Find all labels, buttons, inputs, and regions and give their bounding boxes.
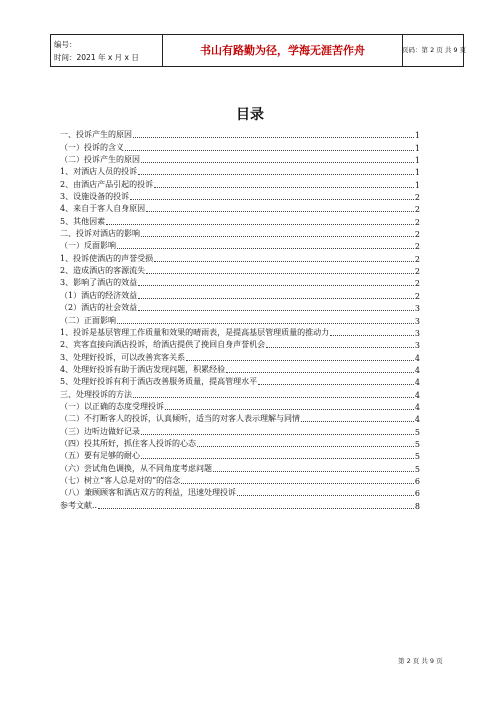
toc-leader-dots xyxy=(330,334,414,336)
toc-page-number: 2 xyxy=(414,193,420,203)
toc-entry[interactable] xyxy=(60,190,420,202)
toc-entry-text: 1、投诉使酒店的声誉受损 xyxy=(60,253,154,263)
toc-page-number: 4 xyxy=(414,402,420,412)
toc-page-number: 4 xyxy=(414,378,420,388)
toc-entry[interactable] xyxy=(60,437,420,449)
toc-page-number: 2 xyxy=(414,279,420,289)
toc-leader-dots xyxy=(133,136,414,138)
toc-entry[interactable] xyxy=(60,140,420,152)
toc-page-number: 4 xyxy=(414,415,420,425)
toc-entry-text: （五）要有足够的耐心 xyxy=(60,451,140,461)
toc-leader-dots xyxy=(258,383,414,385)
toc-page-number: 2 xyxy=(414,254,420,264)
toc-page-number: 2 xyxy=(414,230,420,240)
toc-leader-dots xyxy=(146,272,414,274)
toc-leader-dots xyxy=(154,260,414,262)
toc-page-number: 6 xyxy=(414,476,420,486)
toc-leader-dots xyxy=(117,247,414,249)
toc-entry[interactable] xyxy=(60,276,420,288)
toc-entry[interactable] xyxy=(60,338,420,350)
toc-page-number: 3 xyxy=(414,316,420,326)
header-page-info: 页码：第 2 页 共 9 页 xyxy=(402,46,467,54)
toc-entry-text: （一）反面影响 xyxy=(60,241,116,251)
toc-page-number: 2 xyxy=(414,242,420,252)
toc-entry[interactable] xyxy=(60,486,420,498)
toc-entry-text: （2）酒店的社会效益 xyxy=(60,303,138,313)
toc-page-number: 4 xyxy=(414,390,420,400)
toc-page-number: 1 xyxy=(414,156,420,166)
header-time-label: 时间：2021 年 x 月 x 日 xyxy=(54,53,139,62)
toc-entry[interactable] xyxy=(60,400,420,412)
header-motto: 书山有路勤为径，学海无涯苦作舟 xyxy=(163,35,403,66)
toc-entry-text: （二）不打断客人的投诉，认真倾听，适当的对客人表示理解与同情 xyxy=(60,414,300,424)
toc-entry[interactable] xyxy=(60,264,420,276)
toc-page-number: 3 xyxy=(414,304,420,314)
toc-leader-dots xyxy=(197,445,414,447)
toc-entry-text: 二、投诉对酒店的影响 xyxy=(60,229,140,239)
toc-entry-text: 1、投诉是基层管理工作质量和效果的晴雨表，是提高基层管理质量的推动力 xyxy=(60,327,330,337)
toc-entry-text: （1）酒店的经济效益 xyxy=(60,290,138,300)
toc-entry-text: （六）尝试角色调换，从不同角度考虑问题 xyxy=(60,463,212,473)
table-of-contents xyxy=(60,128,420,511)
toc-entry[interactable] xyxy=(60,498,420,510)
toc-entry-text: 三、处理投诉的方法 xyxy=(60,389,132,399)
toc-entry-text: 3、影响了酒店的效益 xyxy=(60,278,138,288)
toc-leader-dots xyxy=(138,297,414,299)
toc-entry-text: 2、造成酒店的客源流失 xyxy=(60,266,146,276)
toc-leader-dots xyxy=(141,235,414,237)
toc-entry-text: （四）投其所好，抓住客人投诉的心态 xyxy=(60,438,196,448)
toc-title: 目录 xyxy=(236,107,264,123)
toc-entry-text: （二）正面影响 xyxy=(60,315,116,325)
toc-entry-text: 4、来自于客人自身原因 xyxy=(60,204,146,214)
toc-leader-dots xyxy=(213,470,414,472)
toc-page-number: 5 xyxy=(414,439,420,449)
toc-entry[interactable] xyxy=(60,202,420,214)
toc-leader-dots xyxy=(226,371,414,373)
toc-entry[interactable] xyxy=(60,375,420,387)
toc-entry-text: （七）树立“客人总是对的”的信念 xyxy=(60,475,181,485)
toc-entry-text: 2、宾客直接向酒店投诉，给酒店提供了挽回自身声誉机会 xyxy=(60,340,266,350)
toc-leader-dots xyxy=(106,223,414,225)
toc-entry[interactable] xyxy=(60,165,420,177)
toc-entry-text: （三）边听边做好记录 xyxy=(60,426,140,436)
toc-page-number: 1 xyxy=(414,168,420,178)
toc-page-number: 3 xyxy=(414,328,420,338)
toc-leader-dots xyxy=(266,346,414,348)
toc-leader-dots xyxy=(138,309,414,311)
toc-entry-text: （一）投诉的含义 xyxy=(60,142,124,152)
toc-entry-text: 4、处理好投诉有助于酒店发现问题，积累经验 xyxy=(60,364,226,374)
toc-entry[interactable] xyxy=(60,128,420,140)
toc-entry[interactable] xyxy=(60,301,420,313)
toc-entry[interactable] xyxy=(60,474,420,486)
toc-entry[interactable] xyxy=(60,153,420,165)
toc-entry[interactable] xyxy=(60,227,420,239)
toc-page-number: 1 xyxy=(414,131,420,141)
toc-page-number: 2 xyxy=(414,267,420,277)
toc-entry[interactable] xyxy=(60,177,420,189)
toc-page-number: 5 xyxy=(414,452,420,462)
toc-leader-dots xyxy=(138,284,414,286)
toc-entry[interactable] xyxy=(60,461,420,473)
toc-page-number: 1 xyxy=(414,143,420,153)
toc-entry[interactable] xyxy=(60,449,420,461)
toc-leader-dots xyxy=(138,173,414,175)
toc-leader-dots xyxy=(141,161,414,163)
toc-entry-text: 5、其他因素 xyxy=(60,216,106,226)
toc-entry[interactable] xyxy=(60,313,420,325)
toc-page-number: 5 xyxy=(414,464,420,474)
toc-entry-text: （八）兼顾顾客和酒店双方的利益，迅速处理投诉 xyxy=(60,488,236,498)
toc-leader-dots xyxy=(141,457,414,459)
page-footer: 第 2 页 共 9 页 xyxy=(398,657,443,665)
toc-entry[interactable] xyxy=(60,350,420,362)
toc-page-number: 8 xyxy=(414,501,420,511)
toc-entry[interactable] xyxy=(60,412,420,424)
toc-page-number: 4 xyxy=(414,353,420,363)
toc-entry[interactable] xyxy=(60,239,420,251)
toc-entry[interactable] xyxy=(60,387,420,399)
toc-entry[interactable] xyxy=(60,326,420,338)
toc-entry[interactable] xyxy=(60,214,420,226)
toc-entry-text: 3、处理好投诉，可以改善宾客关系 xyxy=(60,352,186,362)
toc-entry-text: （二）投诉产生的原因 xyxy=(60,155,140,165)
toc-entry-text: 参考文献.. xyxy=(60,500,98,510)
toc-entry[interactable] xyxy=(60,424,420,436)
toc-leader-dots xyxy=(130,198,414,200)
toc-leader-dots xyxy=(125,149,414,151)
toc-leader-dots xyxy=(186,359,414,361)
toc-page-number: 3 xyxy=(414,341,420,351)
toc-entry[interactable] xyxy=(60,363,420,375)
toc-page-number: 5 xyxy=(414,427,420,437)
toc-leader-dots xyxy=(133,396,414,398)
toc-page-number: 6 xyxy=(414,489,420,499)
toc-leader-dots xyxy=(165,408,414,410)
page-header xyxy=(50,34,467,67)
toc-entry[interactable] xyxy=(60,251,420,263)
toc-leader-dots xyxy=(181,482,414,484)
toc-leader-dots xyxy=(117,322,414,324)
toc-page-number: 2 xyxy=(414,205,420,215)
toc-page-number: 4 xyxy=(414,365,420,375)
toc-leader-dots xyxy=(301,420,414,422)
toc-page-number: 1 xyxy=(414,180,420,190)
toc-entry-text: 5、处理好投诉有利于酒店改善服务质量，提高管理水平 xyxy=(60,377,258,387)
toc-leader-dots xyxy=(146,210,414,212)
toc-leader-dots xyxy=(154,186,414,188)
toc-leader-dots xyxy=(98,507,414,509)
toc-entry-text: 1、对酒店人员的投诉 xyxy=(60,167,138,177)
toc-entry-text: 3、设施设备的投诉 xyxy=(60,192,130,202)
toc-page-number: 2 xyxy=(414,217,420,227)
header-number-label: 编号： xyxy=(54,40,77,49)
toc-page-number: 2 xyxy=(414,291,420,301)
toc-entry-text: 2、由酒店产品引起的投诉 xyxy=(60,179,154,189)
toc-entry-text: （一）以正确的态度受理投诉 xyxy=(60,401,164,411)
toc-entry-text: 一、投诉产生的原因 xyxy=(60,130,132,140)
toc-entry[interactable] xyxy=(60,288,420,300)
toc-leader-dots xyxy=(237,494,414,496)
header-meta xyxy=(51,35,163,66)
toc-leader-dots xyxy=(141,433,414,435)
